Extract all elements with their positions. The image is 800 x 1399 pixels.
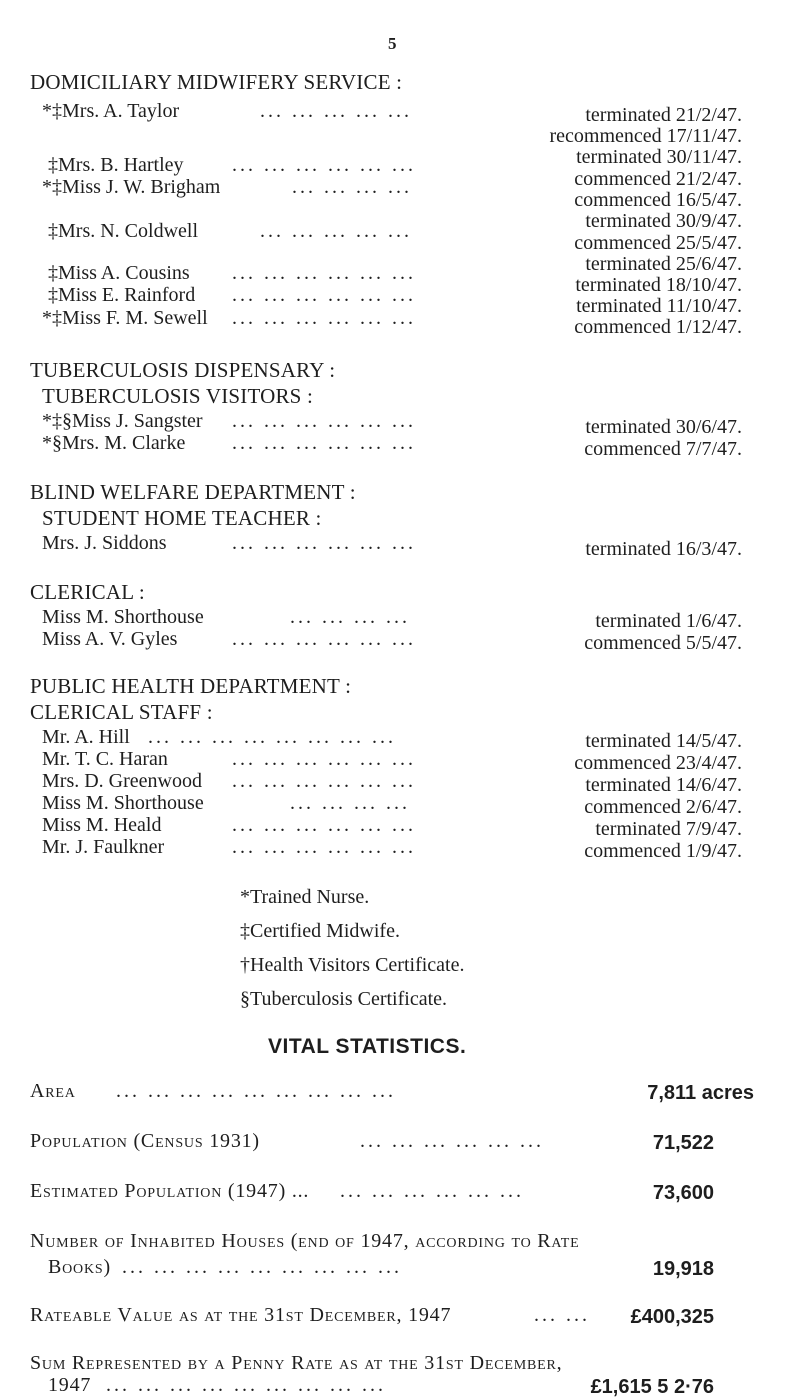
status-entry: terminated 30/9/47. <box>585 210 742 232</box>
vs-label-houses: Number of Inhabited Houses (end of 1947, according to Rate <box>30 1230 580 1252</box>
tb-subheading: TUBERCULOSIS VISITORS : <box>42 384 314 408</box>
leader-dots: ... ... ... ... ... ... <box>232 307 416 329</box>
leader-dots: ... ... ... ... ... ... <box>232 748 416 770</box>
staff-name: Mrs. D. Greenwood <box>42 770 202 792</box>
vs-label-estimated: Estimated Population (1947) ... <box>30 1180 310 1202</box>
staff-name: Miss M. Heald <box>42 814 162 836</box>
leader-dots: ... ... ... ... ... ... <box>232 532 416 554</box>
ph-subheading: CLERICAL STAFF : <box>30 700 213 724</box>
status-entry: terminated 7/9/47. <box>595 818 742 840</box>
staff-name: ‡Miss E. Rainford <box>48 284 196 306</box>
vs-value-houses: 19,918 <box>652 1258 714 1280</box>
leader-dots: ... ... ... ... <box>292 176 412 198</box>
leader-dots: ... ... ... ... ... ... <box>232 836 416 858</box>
staff-name: Mrs. J. Siddons <box>42 532 167 554</box>
vs-label-rateable: Rateable Value as at the 31st December, 1947 <box>30 1304 452 1326</box>
leader-dots: ... ... ... ... ... ... <box>232 814 416 836</box>
status-entry: commenced 16/5/47. <box>574 189 742 211</box>
staff-name: *‡Miss F. M. Sewell <box>42 307 208 329</box>
status-entry: terminated 16/3/47. <box>585 538 742 560</box>
leader-dots: ... ... ... ... ... ... <box>232 284 416 306</box>
vs-label-population: Population (Census 1931) <box>30 1130 260 1152</box>
footnote: †Health Visitors Certificate. <box>240 954 465 976</box>
status-entry: commenced 21/2/47. <box>574 168 742 190</box>
status-entry: terminated 30/6/47. <box>585 416 742 438</box>
leader-dots: ... ... ... ... ... ... <box>340 1180 524 1202</box>
status-entry: commenced 1/12/47. <box>574 316 742 338</box>
status-entry: recommenced 17/11/47. <box>549 125 742 147</box>
status-entry: terminated 14/5/47. <box>585 730 742 752</box>
leader-dots: ... ... ... ... ... ... <box>360 1130 544 1152</box>
staff-name: ‡Mrs. N. Coldwell <box>48 220 198 242</box>
leader-dots: ... ... ... ... ... ... <box>232 262 416 284</box>
footnote: ‡Certified Midwife. <box>240 920 400 942</box>
status-entry: terminated 14/6/47. <box>585 774 742 796</box>
vs-value-area: 7,811 acres <box>647 1082 754 1104</box>
status-entry: terminated 30/11/47. <box>576 146 742 168</box>
leader-dots: ... ... ... ... ... <box>260 100 412 122</box>
staff-name: ‡Miss A. Cousins <box>48 262 190 284</box>
status-entry: commenced 23/4/47. <box>574 752 742 774</box>
staff-name: Mr. A. Hill <box>42 726 130 748</box>
leader-dots: ... ... ... ... ... ... ... ... ... <box>122 1256 402 1278</box>
vs-value-rateable: £400,325 <box>630 1306 714 1328</box>
status-entry: terminated 21/2/47. <box>585 104 742 126</box>
midwifery-heading: DOMICILIARY MIDWIFERY SERVICE : <box>30 70 403 94</box>
footnote: §Tuberculosis Certificate. <box>240 988 448 1010</box>
staff-name: *‡Mrs. A. Taylor <box>42 100 180 122</box>
ph-heading: PUBLIC HEALTH DEPARTMENT : <box>30 674 352 698</box>
status-entry: commenced 25/5/47. <box>574 232 742 254</box>
vs-value-penny: £1,615 5 2·76 <box>590 1376 714 1398</box>
leader-dots: ... ... ... ... ... ... <box>232 154 416 176</box>
staff-name: *‡§Miss J. Sangster <box>42 410 203 432</box>
leader-dots: ... ... ... ... <box>290 606 410 628</box>
staff-name: Mr. T. C. Haran <box>42 748 168 770</box>
leader-dots: ... ... ... ... ... ... <box>232 770 416 792</box>
staff-name: Miss M. Shorthouse <box>42 606 204 628</box>
vs-label-penny-cont: 1947 <box>48 1374 92 1396</box>
leader-dots: ... ... ... ... <box>290 792 410 814</box>
page-number: 5 <box>388 34 397 53</box>
leader-dots: ... ... ... ... ... ... <box>232 628 416 650</box>
leader-dots: ... ... ... ... ... ... <box>232 432 416 454</box>
staff-name: Miss M. Shorthouse <box>42 792 204 814</box>
vs-label-houses-cont: Books) <box>48 1256 111 1278</box>
vs-value-estimated: 73,600 <box>652 1182 714 1204</box>
vs-label-penny: Sum Represented by a Penny Rate as at the 31st December, <box>30 1352 563 1374</box>
status-entry: terminated 1/6/47. <box>595 610 742 632</box>
staff-name: *§Mrs. M. Clarke <box>42 432 186 454</box>
staff-name: Mr. J. Faulkner <box>42 836 165 858</box>
vital-statistics-title: VITAL STATISTICS. <box>268 1035 467 1058</box>
tb-heading: TUBERCULOSIS DISPENSARY : <box>30 358 336 382</box>
blind-heading: BLIND WELFARE DEPARTMENT : <box>30 480 356 504</box>
blind-sub-clerical: CLERICAL : <box>30 580 145 604</box>
staff-name: *‡Miss J. W. Brigham <box>42 176 221 198</box>
leader-dots: ... ... <box>534 1304 590 1326</box>
leader-dots: ... ... ... ... ... ... ... ... ... <box>116 1080 396 1102</box>
staff-name: Miss A. V. Gyles <box>42 628 178 650</box>
leader-dots: ... ... ... ... ... ... ... ... <box>148 726 396 748</box>
status-entry: commenced 1/9/47. <box>584 840 742 862</box>
status-entry: terminated 11/10/47. <box>576 295 742 317</box>
status-entry: commenced 5/5/47. <box>584 632 742 654</box>
blind-sub-teacher: STUDENT HOME TEACHER : <box>42 506 322 530</box>
vs-value-population: 71,522 <box>652 1132 714 1154</box>
status-entry: commenced 7/7/47. <box>584 438 742 460</box>
staff-name: ‡Mrs. B. Hartley <box>48 154 184 176</box>
leader-dots: ... ... ... ... ... ... ... ... ... <box>106 1374 386 1396</box>
leader-dots: ... ... ... ... ... ... <box>232 410 416 432</box>
status-entry: terminated 18/10/47. <box>575 274 742 296</box>
status-entry: terminated 25/6/47. <box>585 253 742 275</box>
leader-dots: ... ... ... ... ... <box>260 220 412 242</box>
status-entry: commenced 2/6/47. <box>584 796 742 818</box>
vs-label-area: Area <box>30 1080 76 1102</box>
footnote: *Trained Nurse. <box>240 886 370 908</box>
